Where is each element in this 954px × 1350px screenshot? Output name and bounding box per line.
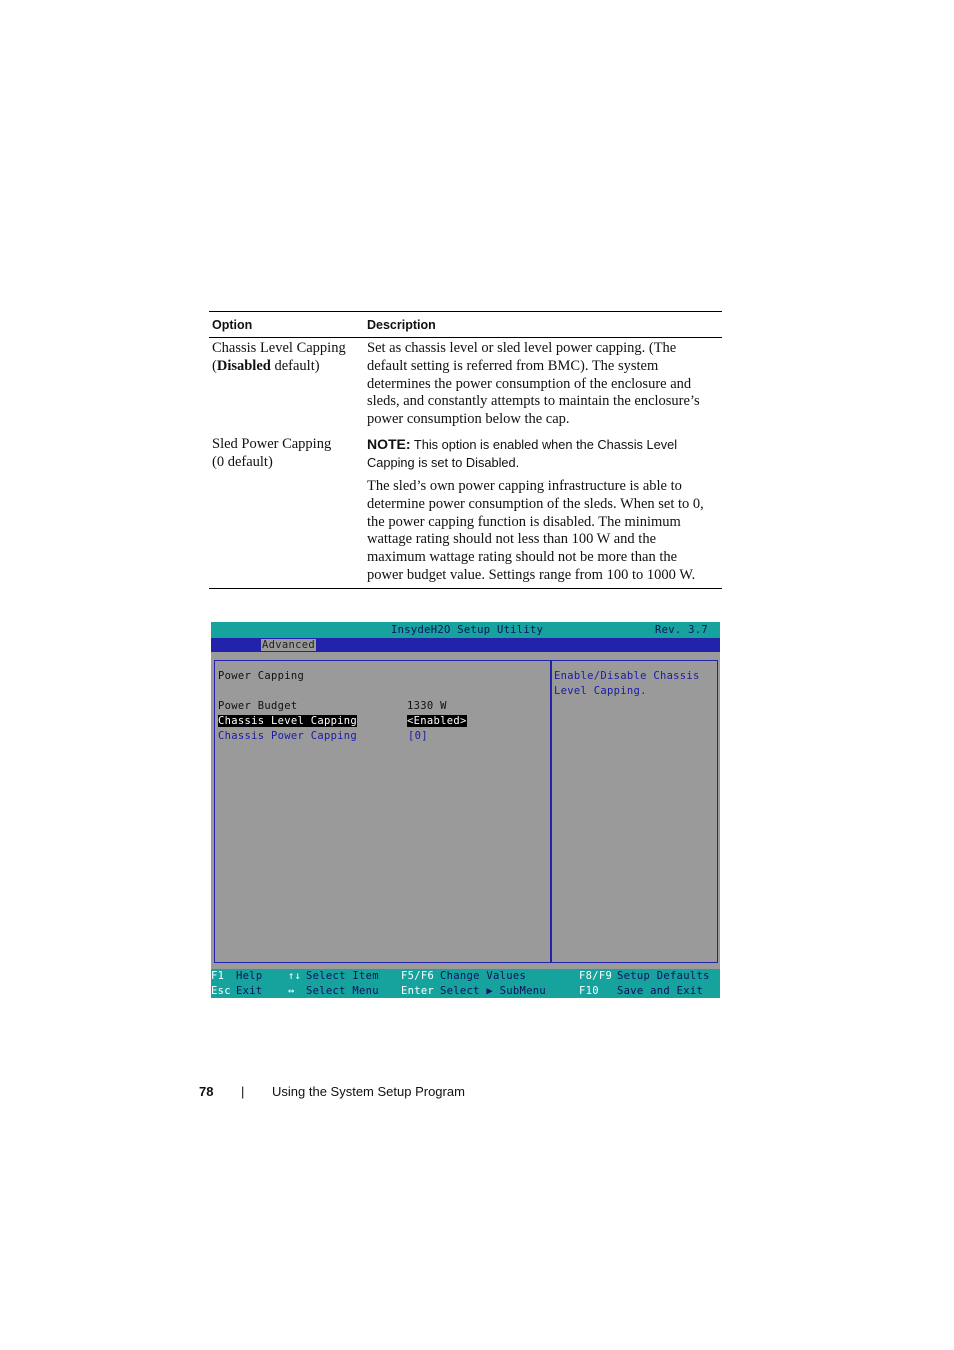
note: NOTE: This option is enabled when the Chassis Level	[367, 436, 678, 452]
key-save-exit-label: Save and Exit	[617, 985, 704, 997]
header-description: Description	[367, 317, 436, 332]
chassis-power-capping-value[interactable]: [0]	[408, 730, 428, 742]
bios-title: InsydeH2O Setup Utility	[391, 624, 544, 636]
option-cell: Chassis Level Capping (Disabled default)	[212, 340, 346, 374]
description-cell: NOTE: This option is enabled when the Chassis Level Capping is set to Disabled. The sled’s own power capping infrastructure is able to determine power consumption of the sleds. When set to 0, the power capping function is disabled. The minimum wattage rating should not less than 100 W and the maximum wattage rating should not be more than the power budget value. Settings range from 100 to 1000 W.	[367, 436, 719, 585]
key-exit-label: Exit	[236, 985, 263, 997]
key-enter: Enter	[401, 985, 435, 997]
key-select-item-label: Select Item	[306, 970, 379, 982]
footer-separator: |	[241, 1084, 245, 1099]
section-title: Power Capping	[218, 670, 305, 682]
bios-help-pane	[551, 660, 718, 963]
tab-advanced[interactable]: Advanced	[262, 639, 315, 651]
description-cell: Set as chassis level or sled level power capping. (The default setting is referred from BMC). The system determines the power consumption of the enclosure and sleds, and constantly attempts to maintain the enclosure’s power consumption below the cap.	[367, 340, 700, 428]
footer-section-title: Using the System Setup Program	[272, 1084, 465, 1099]
key-esc: Esc	[211, 985, 231, 997]
key-select-menu-label: Select Menu	[306, 985, 379, 997]
leftright-arrows-icon: ↔	[288, 985, 295, 997]
key-f8f9: F8/F9	[579, 970, 613, 982]
table-row	[209, 340, 722, 436]
bios-revision: Rev. 3.7	[655, 624, 708, 636]
bios-menu-bar	[211, 638, 720, 652]
option-cell: Sled Power Capping (0 default)	[212, 436, 332, 470]
page-number: 78	[199, 1084, 214, 1099]
chassis-power-capping-item[interactable]: Chassis Power Capping	[218, 730, 358, 742]
bios-settings-pane	[214, 660, 551, 963]
power-budget-label: Power Budget	[218, 700, 298, 712]
help-text-line: Level Capping.	[554, 685, 647, 697]
key-f5f6: F5/F6	[401, 970, 435, 982]
bios-key-legend	[211, 969, 720, 998]
option-table	[209, 311, 722, 589]
power-budget-value: 1330 W	[407, 700, 447, 712]
chassis-level-capping-value[interactable]: <Enabled>	[407, 715, 467, 727]
key-f10: F10	[579, 985, 599, 997]
updown-arrows-icon: ↑↓	[288, 970, 302, 982]
header-option: Option	[212, 317, 253, 332]
key-submenu-label: Select ▶ SubMenu	[440, 985, 546, 997]
key-help-label: Help	[236, 970, 263, 982]
table-row	[209, 436, 722, 588]
bios-screenshot	[211, 622, 720, 998]
table-header	[209, 312, 722, 338]
chassis-level-capping-item[interactable]: Chassis Level Capping	[218, 715, 358, 727]
key-setup-defaults-label: Setup Defaults	[617, 970, 710, 982]
key-change-values-label: Change Values	[440, 970, 527, 982]
note-label: NOTE:	[367, 436, 411, 452]
key-f1: F1	[211, 970, 225, 982]
help-text-line: Enable/Disable Chassis	[554, 670, 700, 682]
bios-title-bar	[211, 622, 720, 638]
